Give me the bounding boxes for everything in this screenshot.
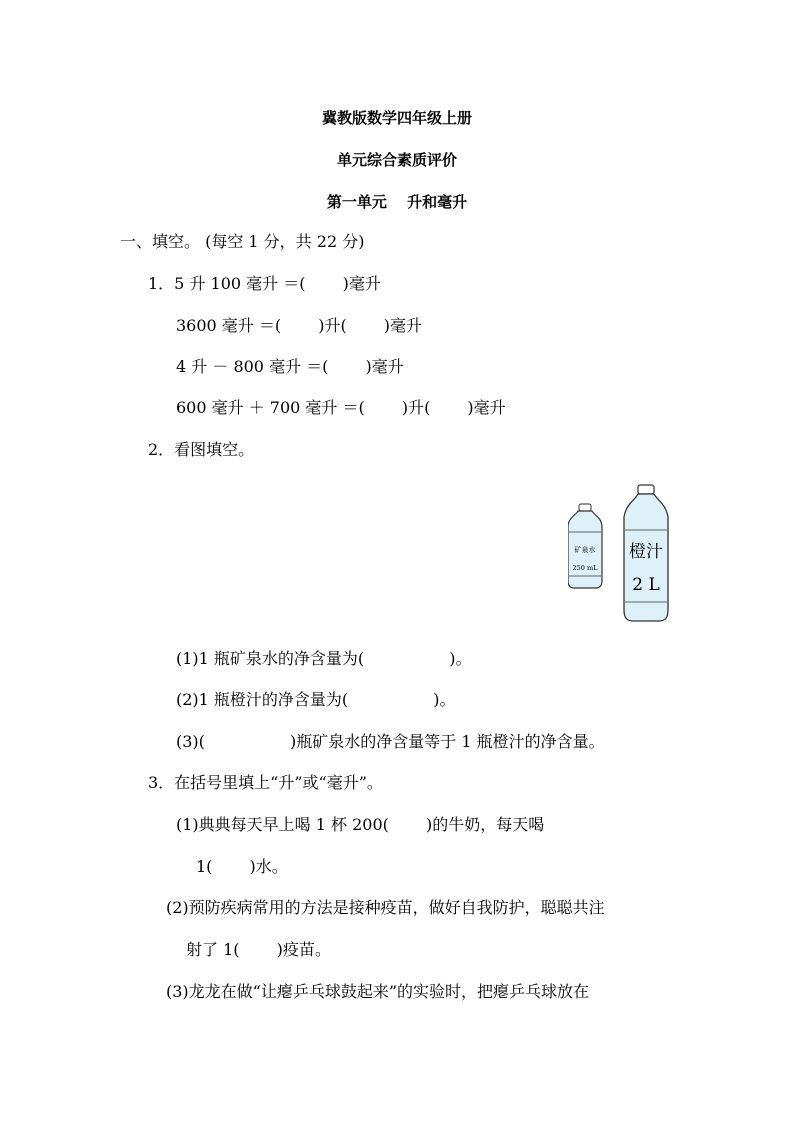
q1-line-4: 600 毫升 ＋ 700 毫升 ＝( )升( )毫升 [176,398,506,417]
section-heading: 一、填空。 (每空 1 分，共 22 分) [120,232,365,251]
juice-bottle-icon [624,485,668,621]
assessment-title: 单元综合素质评价 [336,151,457,169]
water-bottle-icon [568,504,602,588]
q2-sub-2: (2)1 瓶橙汁的净含量为( )。 [176,690,456,709]
q3-sub-1-line-2: 1( )水。 [196,857,288,876]
q3-sub-2-line-2: 射了 1( )疫苗。 [186,940,331,959]
juice-bottle-volume: 2 L [632,575,660,595]
q2-sub-1: (1)1 瓶矿泉水的净含量为( )。 [176,649,472,668]
q1-line-2: 3600 毫升 ＝( )升( )毫升 [176,316,423,335]
q2-stem: 2．看图填空。 [148,440,255,459]
q3-sub-1-line-1: (1)典典每天早上喝 1 杯 200( )的牛奶，每天喝 [176,815,545,834]
unit-title: 第一单元 升和毫升 [326,193,468,211]
water-bottle-label: 矿泉水 [574,546,596,554]
juice-bottle-label: 橙汁 [629,542,663,562]
q3-stem: 3．在括号里填上“升”或“毫升”。 [148,773,383,792]
water-bottle-volume: 250 mL [572,564,598,572]
q1-line-1: 1．5 升 100 毫升 ＝( )毫升 [148,274,381,293]
q3-sub-3-line-1: (3)龙龙在做“让瘪乒乓球鼓起来”的实验时，把瘪乒乓球放在 [166,982,590,1001]
q1-line-3: 4 升 － 800 毫升 ＝( )毫升 [176,357,404,376]
bottles-illustration [568,484,674,624]
q3-sub-2-line-1: (2)预防疾病常用的方法是接种疫苗，做好自我防护，聪聪共注 [166,898,605,917]
book-title: 冀教版数学四年级上册 [321,109,472,127]
q2-sub-3: (3)( )瓶矿泉水的净含量等于 1 瓶橙汁的净含量。 [176,732,605,751]
